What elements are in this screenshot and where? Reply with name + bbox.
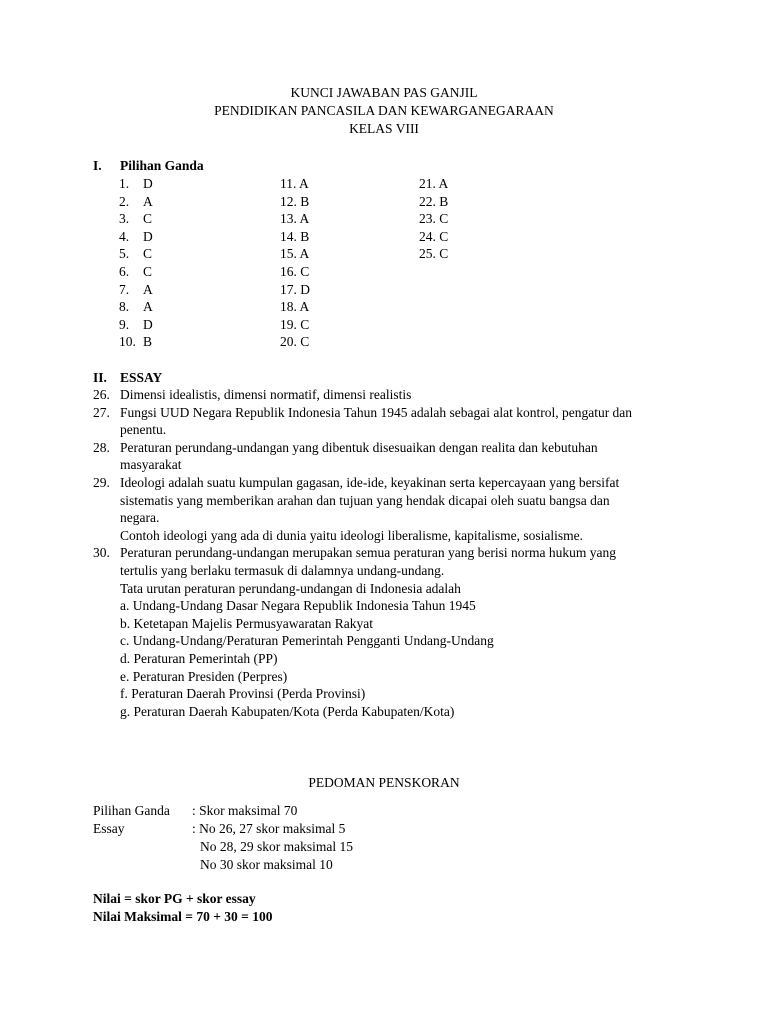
score-label: Essay [93, 821, 125, 836]
hierarchy-item: d. Peraturan Pemerintah (PP) [120, 651, 278, 666]
answer-text: masyarakat [120, 457, 182, 473]
answer-item: 11. A [280, 176, 309, 191]
answer-text: negara. [120, 510, 160, 526]
score-formula: Nilai = skor PG + skor essay [93, 891, 256, 906]
section-title: ESSAY [120, 370, 163, 385]
answer-item: 19. C [280, 316, 310, 332]
answer-item: 23. C [419, 211, 449, 227]
answer-text: Peraturan perundang-undangan yang dibentuk disesuaikan dengan realita dan kebutuhan [120, 439, 598, 455]
answer-item: 12. B [280, 193, 310, 209]
answer-item: 21. A [419, 176, 449, 191]
question-number: 26. [93, 387, 110, 402]
doc-title-line3: KELAS VIII [349, 121, 419, 136]
answer-item: 20. C [280, 334, 310, 350]
score-value: : No 26, 27 skor maksimal 5 [192, 821, 346, 836]
scoring-title: PEDOMAN PENSKORAN [308, 775, 460, 790]
section-title: Pilihan Ganda [120, 158, 204, 173]
document-page: KUNCI JAWABAN PAS GANJIL PENDIDIKAN PANCASILA DAN KEWARGANEGARAAN KELAS VIII I. Pilihan Ganda 1. D 2. A 3. C 4. D 5. C 6. C 7. A 8. A 9. D 10. B 11. A 12. B 13. A 14. B 15. A 16. C 17. D 18. A 19. C 20. C 21. A 22. B 23. C 24. C 25. C II. ESSAY 26. Dimensi idealistis, dimensi normatif, dimensi realistis 27. Fungsi UUD Negara Republik Indonesia Tahun 1945 adalah sebagai alat kontrol, pengatur dan penentu. 28. Peraturan perundang-undangan yang dibentuk disesuaikan dengan realita dan kebutuhan masyarakat 29. Ideologi adalah suatu kumpulan gagasan, ide-ide, keyakinan serta kepercayaan yang bersifat sistematis yang memberikan arahan dan tujuan yang hendak dicapai oleh suatu bangsa dan negara. Contoh ideologi yang ada di dunia yaitu ideologi liberalisme, kapitalisme, sosialisme. 30. Peraturan perundang-undangan merupakan semua peraturan yang berisi norma hukum yang tertulis yang berlaku termasuk di dalamnya undang-undang. Tata urutan peraturan perundang-undangan di Indonesia adalah a. Undang-Undang Dasar Negara Republik Indonesia Tahun 1945 b. Ketetapan Majelis Permusyawaratan Rakyat c. Undang-Undang/Peraturan Pemerintah Pengganti Undang-Undang d. Peraturan Pemerintah (PP) e. Peraturan Presiden (Perpres) f. Peraturan Daerah Provinsi (Perda Provinsi) g. Peraturan Daerah Kabupaten/Kota (Perda Kabupaten/Kota) PEDOMAN PENSKORAN Pilihan Ganda : Skor maksimal 70 Essay : No 26, 27 skor maksimal 5 No 28, 29 skor maksimal 15 No 30 skor maksimal 10 Nilai = skor PG + skor essay Nilai Maksimal = 70 + 30 = 100 [0, 0, 768, 1024]
hierarchy-item: a. Undang-Undang Dasar Negara Republik Indonesia Tahun 1945 [120, 598, 476, 614]
score-value: No 30 skor maksimal 10 [200, 857, 333, 872]
hierarchy-item: c. Undang-Undang/Peraturan Pemerintah Pengganti Undang-Undang [120, 633, 494, 649]
answer-item: 25. C [419, 246, 449, 262]
answer-text: sistematis yang memberikan arahan dan tujuan yang hendak dicapai oleh suatu bangsa dan [120, 492, 610, 508]
answer-text: Dimensi idealistis, dimensi normatif, dimensi realistis [120, 387, 412, 402]
hierarchy-item: g. Peraturan Daerah Kabupaten/Kota (Perda Kabupaten/Kota) [120, 703, 455, 719]
doc-title-line1: KUNCI JAWABAN PAS GANJIL [290, 85, 478, 100]
answer-text: Ideologi adalah suatu kumpulan gagasan, ide-ide, keyakinan serta kepercayaan yang bersifat [120, 475, 620, 490]
answer-text: Tata urutan peraturan perundang-undangan di Indonesia adalah [120, 580, 461, 596]
answer-item: 15. A [280, 246, 310, 262]
question-number: 30. [93, 545, 110, 561]
score-label: Pilihan Ganda [93, 803, 170, 818]
section-number: I. [93, 158, 102, 173]
answer-text: Fungsi UUD Negara Republik Indonesia Tahun 1945 adalah sebagai alat kontrol, pengatur dan [120, 404, 633, 420]
answer-item: 13. A [280, 211, 310, 227]
max-score-formula: Nilai Maksimal = 70 + 30 = 100 [93, 909, 273, 924]
answer-text: tertulis yang berlaku termasuk di dalamnya undang-undang. [120, 563, 445, 578]
answer-item: 18. A [280, 299, 310, 315]
answer-item: 14. B [280, 228, 310, 244]
answer-text: Contoh ideologi yang ada di dunia yaitu ideologi liberalisme, kapitalisme, sosialisme. [120, 527, 584, 543]
answer-item: 17. D [280, 281, 310, 297]
hierarchy-item: f. Peraturan Daerah Provinsi (Perda Provinsi) [120, 686, 366, 702]
answer-item: 22. B [419, 193, 449, 209]
question-number: 29. [93, 475, 110, 490]
hierarchy-item: e. Peraturan Presiden (Perpres) [120, 668, 288, 684]
answer-item: 16. C [280, 264, 310, 279]
question-number: 27. [93, 404, 110, 420]
score-value: : Skor maksimal 70 [192, 803, 298, 818]
score-value: No 28, 29 skor maksimal 15 [200, 839, 353, 854]
doc-title-line2: PENDIDIKAN PANCASILA DAN KEWARGANEGARAAN [214, 103, 554, 118]
section-number: II. [93, 370, 107, 385]
hierarchy-item: b. Ketetapan Majelis Permusyawaratan Rakyat [120, 615, 374, 631]
answer-item: 24. C [419, 228, 449, 244]
question-number: 28. [93, 439, 110, 455]
answer-text: Peraturan perundang-undangan merupakan semua peraturan yang berisi norma hukum yang [120, 545, 616, 561]
answer-text: penentu. [120, 422, 167, 438]
